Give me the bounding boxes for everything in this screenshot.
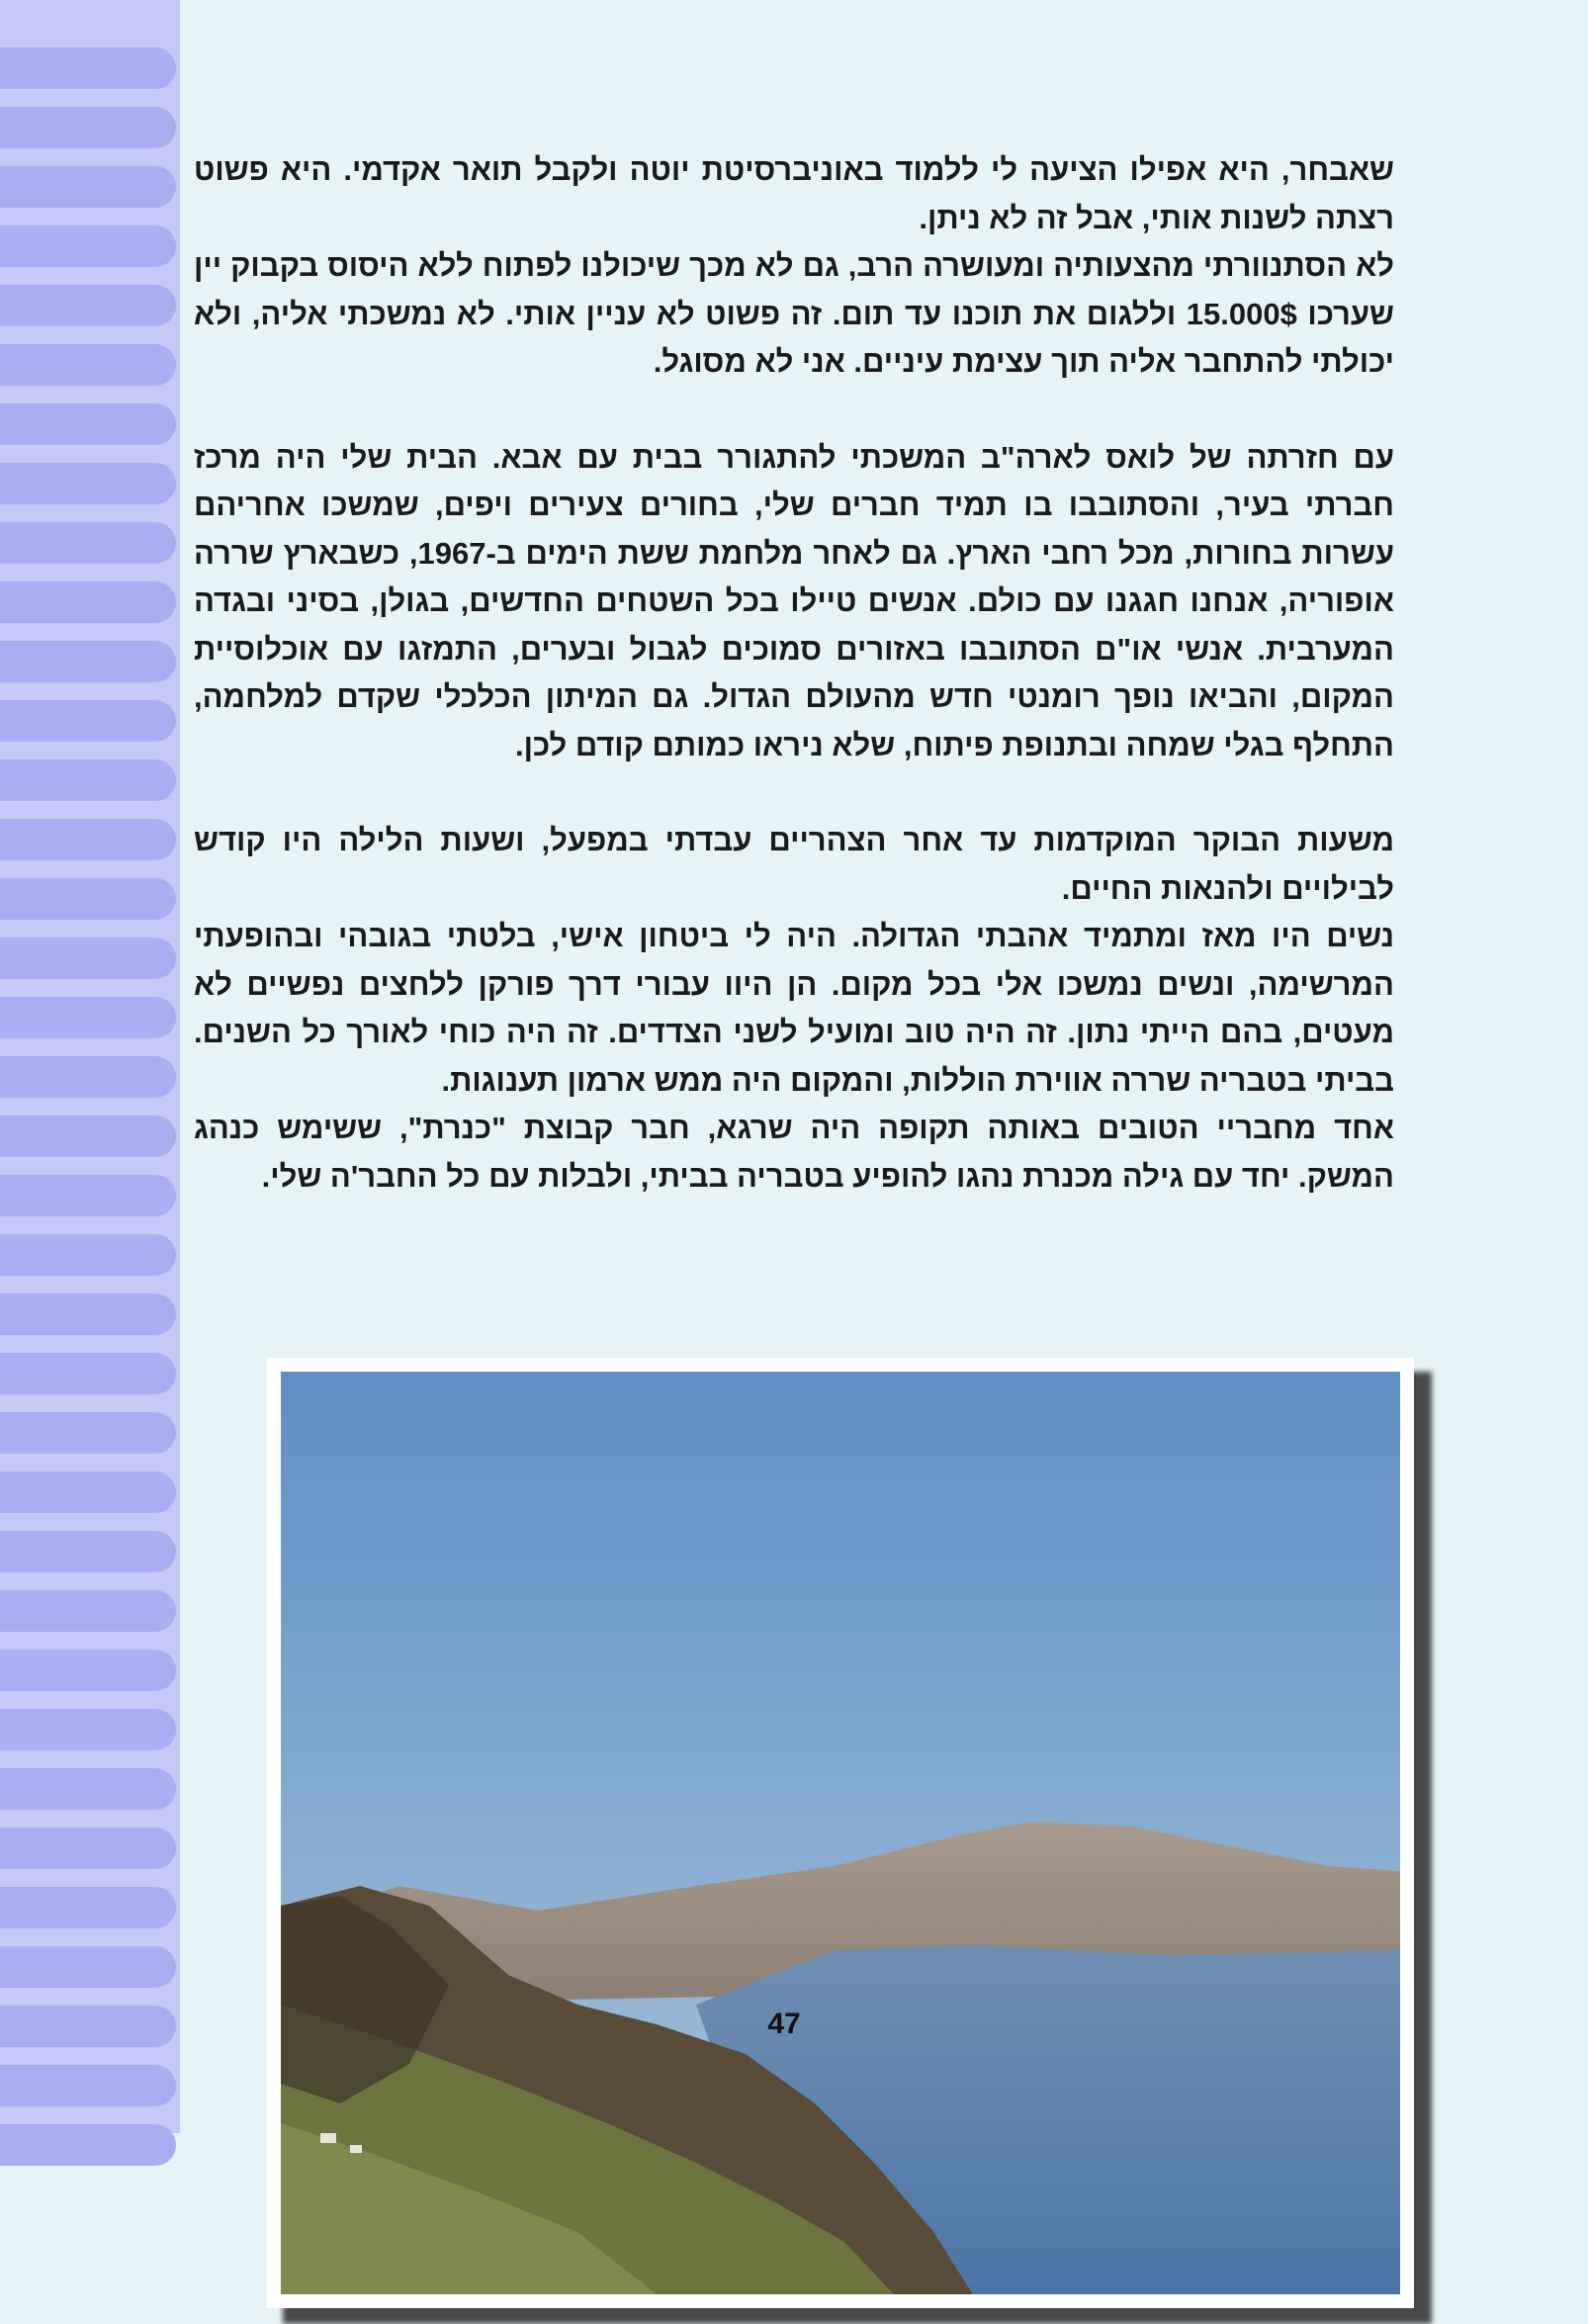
stripe-tab <box>0 700 176 742</box>
stripe-tab <box>0 1412 176 1454</box>
stripe-tab <box>0 344 176 386</box>
stripe-tab <box>0 760 176 801</box>
stripe-tab <box>0 166 176 208</box>
stripe-tab <box>0 938 176 979</box>
paragraph: עם חזרתה של לואס לארה"ב המשכתי להתגורר בבית עם אבא. הבית שלי היה מרכז חברתי בעיר, והסתובבו בו תמיד חברים שלי, בחורים צעירים ויפים, שמשכו אחריהם עשרות בחורות, מכל רחבי הארץ. גם לאחר מלחמת ששת הימים ב-1967, כשבארץ שררה אופוריה, אנחנו חגגנו עם כולם. אנשים טיילו בכל השטחים החדשים, בגולן, בסיני ובגדה המערבית. אנשי או"ם הסתובבו באזורים סמוכים לגבול ובערים, התמזגו עם אוכלוסיית המקום, והביאו נופך רומנטי חדש מהעולם הגדול. גם המיתון הכלכלי שקדם למלחמה, התחלף בגלי שמחה ובתנופת פיתוח, שלא ניראו כמותם קודם לכן. <box>194 439 1394 762</box>
stripe-tab <box>0 2124 176 2166</box>
stripe-tab <box>0 1650 176 1691</box>
stripe-tab <box>0 581 176 623</box>
stripe-tab <box>0 641 176 682</box>
stripe-tab <box>0 1590 176 1632</box>
decorative-stripe-bar <box>0 0 180 2133</box>
stripe-tab <box>0 1175 176 1216</box>
stripe-tab <box>0 1472 176 1513</box>
stripe-tab <box>0 47 176 89</box>
stripe-tab <box>0 1531 176 1572</box>
stripe-tab <box>0 1946 176 1988</box>
stripe-tab <box>0 463 176 504</box>
stripe-tab <box>0 285 176 326</box>
stripe-tab <box>0 997 176 1038</box>
stripe-tab <box>0 1234 176 1276</box>
stripe-tab <box>0 107 176 148</box>
page-number: 47 <box>767 2008 801 2040</box>
paragraph: נשים היו מאז ומתמיד אהבתי הגדולה. היה לי ביטחון אישי, בלטתי בגובהי ובהופעתי המרשימה, ונשים נמשכו אלי בכל מקום. הן היוו עבורי דרך פורקן ללחצים נפשיים לא מעטים, בהם הייתי נתון. זה היה טוב ומועיל לשני הצדדים. זה היה כוחי לאורך כל השנים. בביתי בטבריה שררה אווירת הוללות, והמקום היה ממש ארמון תענוגות. <box>194 919 1394 1098</box>
paragraph: לא הסתנוורתי מהצעותיה ומעושרה הרב, גם לא מכך שיכולנו לפתוח ללא היסוס בקבוק יין שערכו 15.000$ וללגום את תוכנו עד תום. זה פשוט לא עניין אותי. לא נמשכתי אליה, ולא יכולתי להתחבר אליה תוך עצימת עיניים. אני לא מסוגל. <box>194 248 1394 379</box>
stripe-tab <box>0 819 176 860</box>
stripe-tab <box>0 1353 176 1394</box>
stripe-tab <box>0 1828 176 1869</box>
stripe-tab <box>0 1116 176 1157</box>
page-text <box>194 146 1394 1201</box>
stripe-tab <box>0 1887 176 1928</box>
stripe-tab <box>0 1709 176 1750</box>
stripe-tab <box>0 1294 176 1335</box>
stripe-tab <box>0 1056 176 1098</box>
stripe-tab <box>0 878 176 920</box>
stripe-tab <box>0 2065 176 2106</box>
stripe-tab <box>0 522 176 564</box>
stripe-tab <box>0 403 176 445</box>
photo-frame <box>267 1358 1414 2308</box>
stripe-tab <box>0 225 176 267</box>
paragraph: שאבחר, היא אפילו הציעה לי ללמוד באוניברסיטת יוטה ולקבל תואר אקדמי. היא פשוט רצתה לשנות אותי, אבל זה לא ניתן. <box>194 152 1394 235</box>
paragraph: משעות הבוקר המוקדמות עד אחר הצהריים עבדתי במפעל, ושעות הלילה היו קודש לבילויים ולהנאות החיים. <box>194 823 1394 906</box>
paragraph: אחד מחבריי הטובים באותה תקופה היה שרגא, חבר קבוצת "כנרת", ששימש כנהג המשק. יחד עם גילה מכנרת נהגו להופיע בטבריה בביתי, ולבלות עם כל החבר'ה שלי. <box>194 1111 1394 1194</box>
stripe-tab <box>0 1768 176 1810</box>
landscape-photo <box>281 1372 1400 2294</box>
